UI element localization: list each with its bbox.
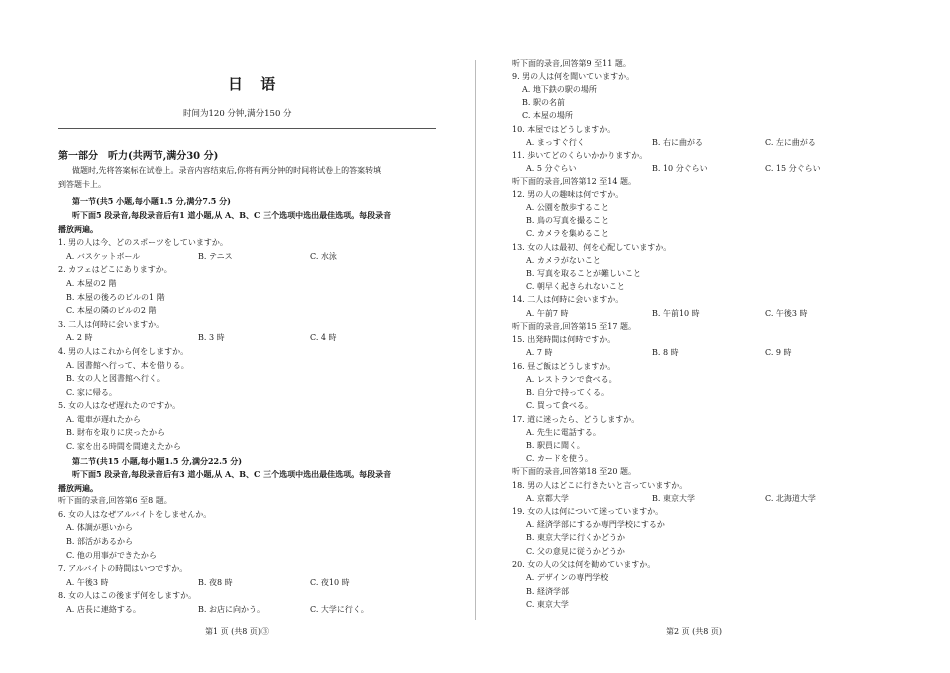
option-b: B. 鳥の写真を撮ること: [526, 216, 609, 225]
option-b: B. 東京大学: [652, 494, 695, 503]
option-a: A. 図書館へ行って、本を借りる。: [66, 361, 189, 370]
option-a: A. 体調が悪いから: [66, 523, 133, 532]
question-stem: 14. 二人は何時に会いますか。: [512, 295, 624, 304]
option-c: C. 夜10 時: [310, 578, 350, 587]
exam-title: 日 语: [228, 75, 282, 93]
option-b: B. 3 時: [198, 333, 225, 342]
title-divider: [58, 128, 436, 129]
page-footer: 第1 页 (共8 页)③: [205, 627, 270, 636]
listening-prompt: 听下面的录音,回答第12 至14 题。: [512, 177, 636, 186]
option-c: C. 家に帰る。: [66, 388, 117, 397]
option-a: A. 経済学部にするか専門学校にするか: [526, 520, 665, 529]
option-c: C. カードを使う。: [526, 454, 593, 463]
option-a: A. 公園を散歩すること: [526, 203, 609, 212]
question-stem: 17. 道に迷ったら、どうしますか。: [512, 415, 640, 424]
option-b: B. 部活があるから: [66, 537, 133, 546]
question-stem: 8. 女の人はこの後まず何をしますか。: [58, 591, 197, 600]
option-c: C. 本屋の隣のビルの2 階: [66, 306, 157, 315]
option-c: C. 本屋の場所: [522, 111, 573, 120]
option-b: B. 経済学部: [526, 587, 569, 596]
listening-prompt: 听下面的录音,回答第15 至17 题。: [512, 322, 636, 331]
option-a: A. 午後3 時: [66, 578, 109, 587]
option-a: A. 7 時: [526, 348, 553, 357]
page-gutter: [475, 60, 476, 620]
option-c: C. 午後3 時: [765, 309, 808, 318]
option-a: A. まっすぐ行く: [526, 138, 585, 147]
question-stem: 3. 二人は何時に会いますか。: [58, 320, 165, 329]
option-b: B. 駅員に聞く。: [526, 441, 585, 450]
part-heading: 第一部分 听力(共两节,满分30 分): [58, 151, 219, 162]
intro-line-1: 做题时,先将答案标在试卷上。录音内容结束后,你将有两分钟的时间将试卷上的答案转填: [72, 166, 382, 175]
option-b: B. 女の人と図書館へ行く。: [66, 374, 165, 383]
option-a: A. カメラがないこと: [526, 256, 601, 265]
question-stem: 15. 出発時間は何時ですか。: [512, 335, 616, 344]
option-b: B. お店に向かう。: [198, 605, 265, 614]
section1-instruction-1: 听下面5 段录音,每段录音后有1 道小题,从 A、B、C 三个选项中选出最佳选项。每段录音: [72, 210, 392, 220]
question-stem: 19. 女の人は何について迷っていますか。: [512, 507, 664, 516]
option-b: B. 夜8 時: [198, 578, 233, 587]
option-b: B. 財布を取りに戻ったから: [66, 428, 165, 437]
section2-instruction-2: 播放两遍。: [58, 483, 98, 493]
option-b: B. 写真を取ることが難しいこと: [526, 269, 641, 278]
option-c: C. 15 分ぐらい: [765, 164, 821, 173]
option-c: C. 左に曲がる: [765, 138, 816, 147]
question-stem: 18. 男の人はどこに行きたいと言っていますか。: [512, 481, 688, 490]
option-a: A. 5 分ぐらい: [526, 164, 577, 173]
question-stem: 4. 男の人はこれから何をしますか。: [58, 347, 189, 356]
question-stem: 6. 女の人はなぜアルバイトをしませんか。: [58, 510, 212, 519]
option-b: B. 10 分ぐらい: [652, 164, 708, 173]
question-stem: 11. 歩いてどのくらいかかりますか。: [512, 151, 648, 160]
option-c: C. 朝早く起きられないこと: [526, 282, 625, 291]
page-footer: 第2 页 (共8 页): [666, 627, 723, 636]
option-a: A. レストランで食べる。: [526, 375, 617, 384]
listening-prompt: 听下面的录音,回答第6 至8 题。: [58, 496, 172, 505]
question-stem: 20. 女の人の父は何を勧めていますか。: [512, 560, 656, 569]
option-a: A. 午前7 時: [526, 309, 569, 318]
intro-line-2: 到答题卡上。: [58, 180, 106, 189]
question-stem: 16. 昼ご飯はどうしますか。: [512, 362, 616, 371]
option-b: B. 8 時: [652, 348, 679, 357]
option-a: A. 京都大学: [526, 494, 569, 503]
question-stem: 2. カフェはどこにありますか。: [58, 265, 172, 274]
option-b: B. 自分で持ってくる。: [526, 388, 609, 397]
option-a: A. 本屋の2 階: [66, 279, 117, 288]
option-b: B. 右に曲がる: [652, 138, 703, 147]
option-a: A. 先生に電話する。: [526, 428, 601, 437]
option-c: C. 9 時: [765, 348, 792, 357]
question-stem: 13. 女の人は最初、何を心配していますか。: [512, 243, 672, 252]
option-c: C. 大学に行く。: [310, 605, 369, 614]
option-b: B. テニス: [198, 252, 233, 261]
option-c: C. 4 時: [310, 333, 337, 342]
option-c: C. 買って食べる。: [526, 401, 593, 410]
option-b: B. 駅の名前: [522, 98, 565, 107]
option-c: C. 東京大学: [526, 600, 569, 609]
option-a: A. バスケットボール: [66, 252, 141, 261]
section2-heading: 第二节(共15 小题,每小题1.5 分,满分22.5 分): [72, 456, 243, 466]
option-b: B. 東京大学に行くかどうか: [526, 533, 625, 542]
question-stem: 10. 本屋ではどうしますか。: [512, 125, 616, 134]
option-b: B. 本屋の後ろのビルの1 階: [66, 293, 165, 302]
option-a: A. 2 時: [66, 333, 93, 342]
question-stem: 7. アルバイトの時間はいつですか。: [58, 564, 188, 573]
option-b: B. 午前10 時: [652, 309, 700, 318]
listening-prompt: 听下面的录音,回答第18 至20 题。: [512, 467, 636, 476]
option-c: C. カメラを集めること: [526, 229, 609, 238]
option-a: A. 電車が遅れたから: [66, 415, 141, 424]
question-stem: 12. 男の人の趣味は何ですか。: [512, 190, 624, 199]
question-stem: 1. 男の人は今、どのスポーツをしていますか。: [58, 238, 228, 247]
option-a: A. 店長に連絡する。: [66, 605, 141, 614]
section2-instruction-1: 听下面5 段录音,每段录音后有3 道小题,从 A、B、C 三个选项中选出最佳选项。每段录音: [72, 469, 392, 479]
option-a: A. 地下鉄の駅の場所: [522, 85, 597, 94]
option-c: C. 父の意見に従うかどうか: [526, 547, 625, 556]
option-c: C. 北海道大学: [765, 494, 816, 503]
option-a: A. デザインの専門学校: [526, 573, 609, 582]
section1-heading: 第一节(共5 小题,每小题1.5 分,满分7.5 分): [72, 196, 231, 206]
option-c: C. 水泳: [310, 252, 337, 261]
listening-prompt: 听下面的录音,回答第9 至11 题。: [512, 59, 631, 68]
question-stem: 5. 女の人はなぜ遅れたのですか。: [58, 401, 181, 410]
option-c: C. 他の用事ができたから: [66, 551, 157, 560]
exam-subtitle: 时间为120 分钟,满分150 分: [183, 109, 292, 119]
question-stem: 9. 男の人は何を聞いていますか。: [512, 72, 635, 81]
section1-instruction-2: 播放两遍。: [58, 224, 98, 234]
option-c: C. 家を出る時間を間違えたから: [66, 442, 181, 451]
